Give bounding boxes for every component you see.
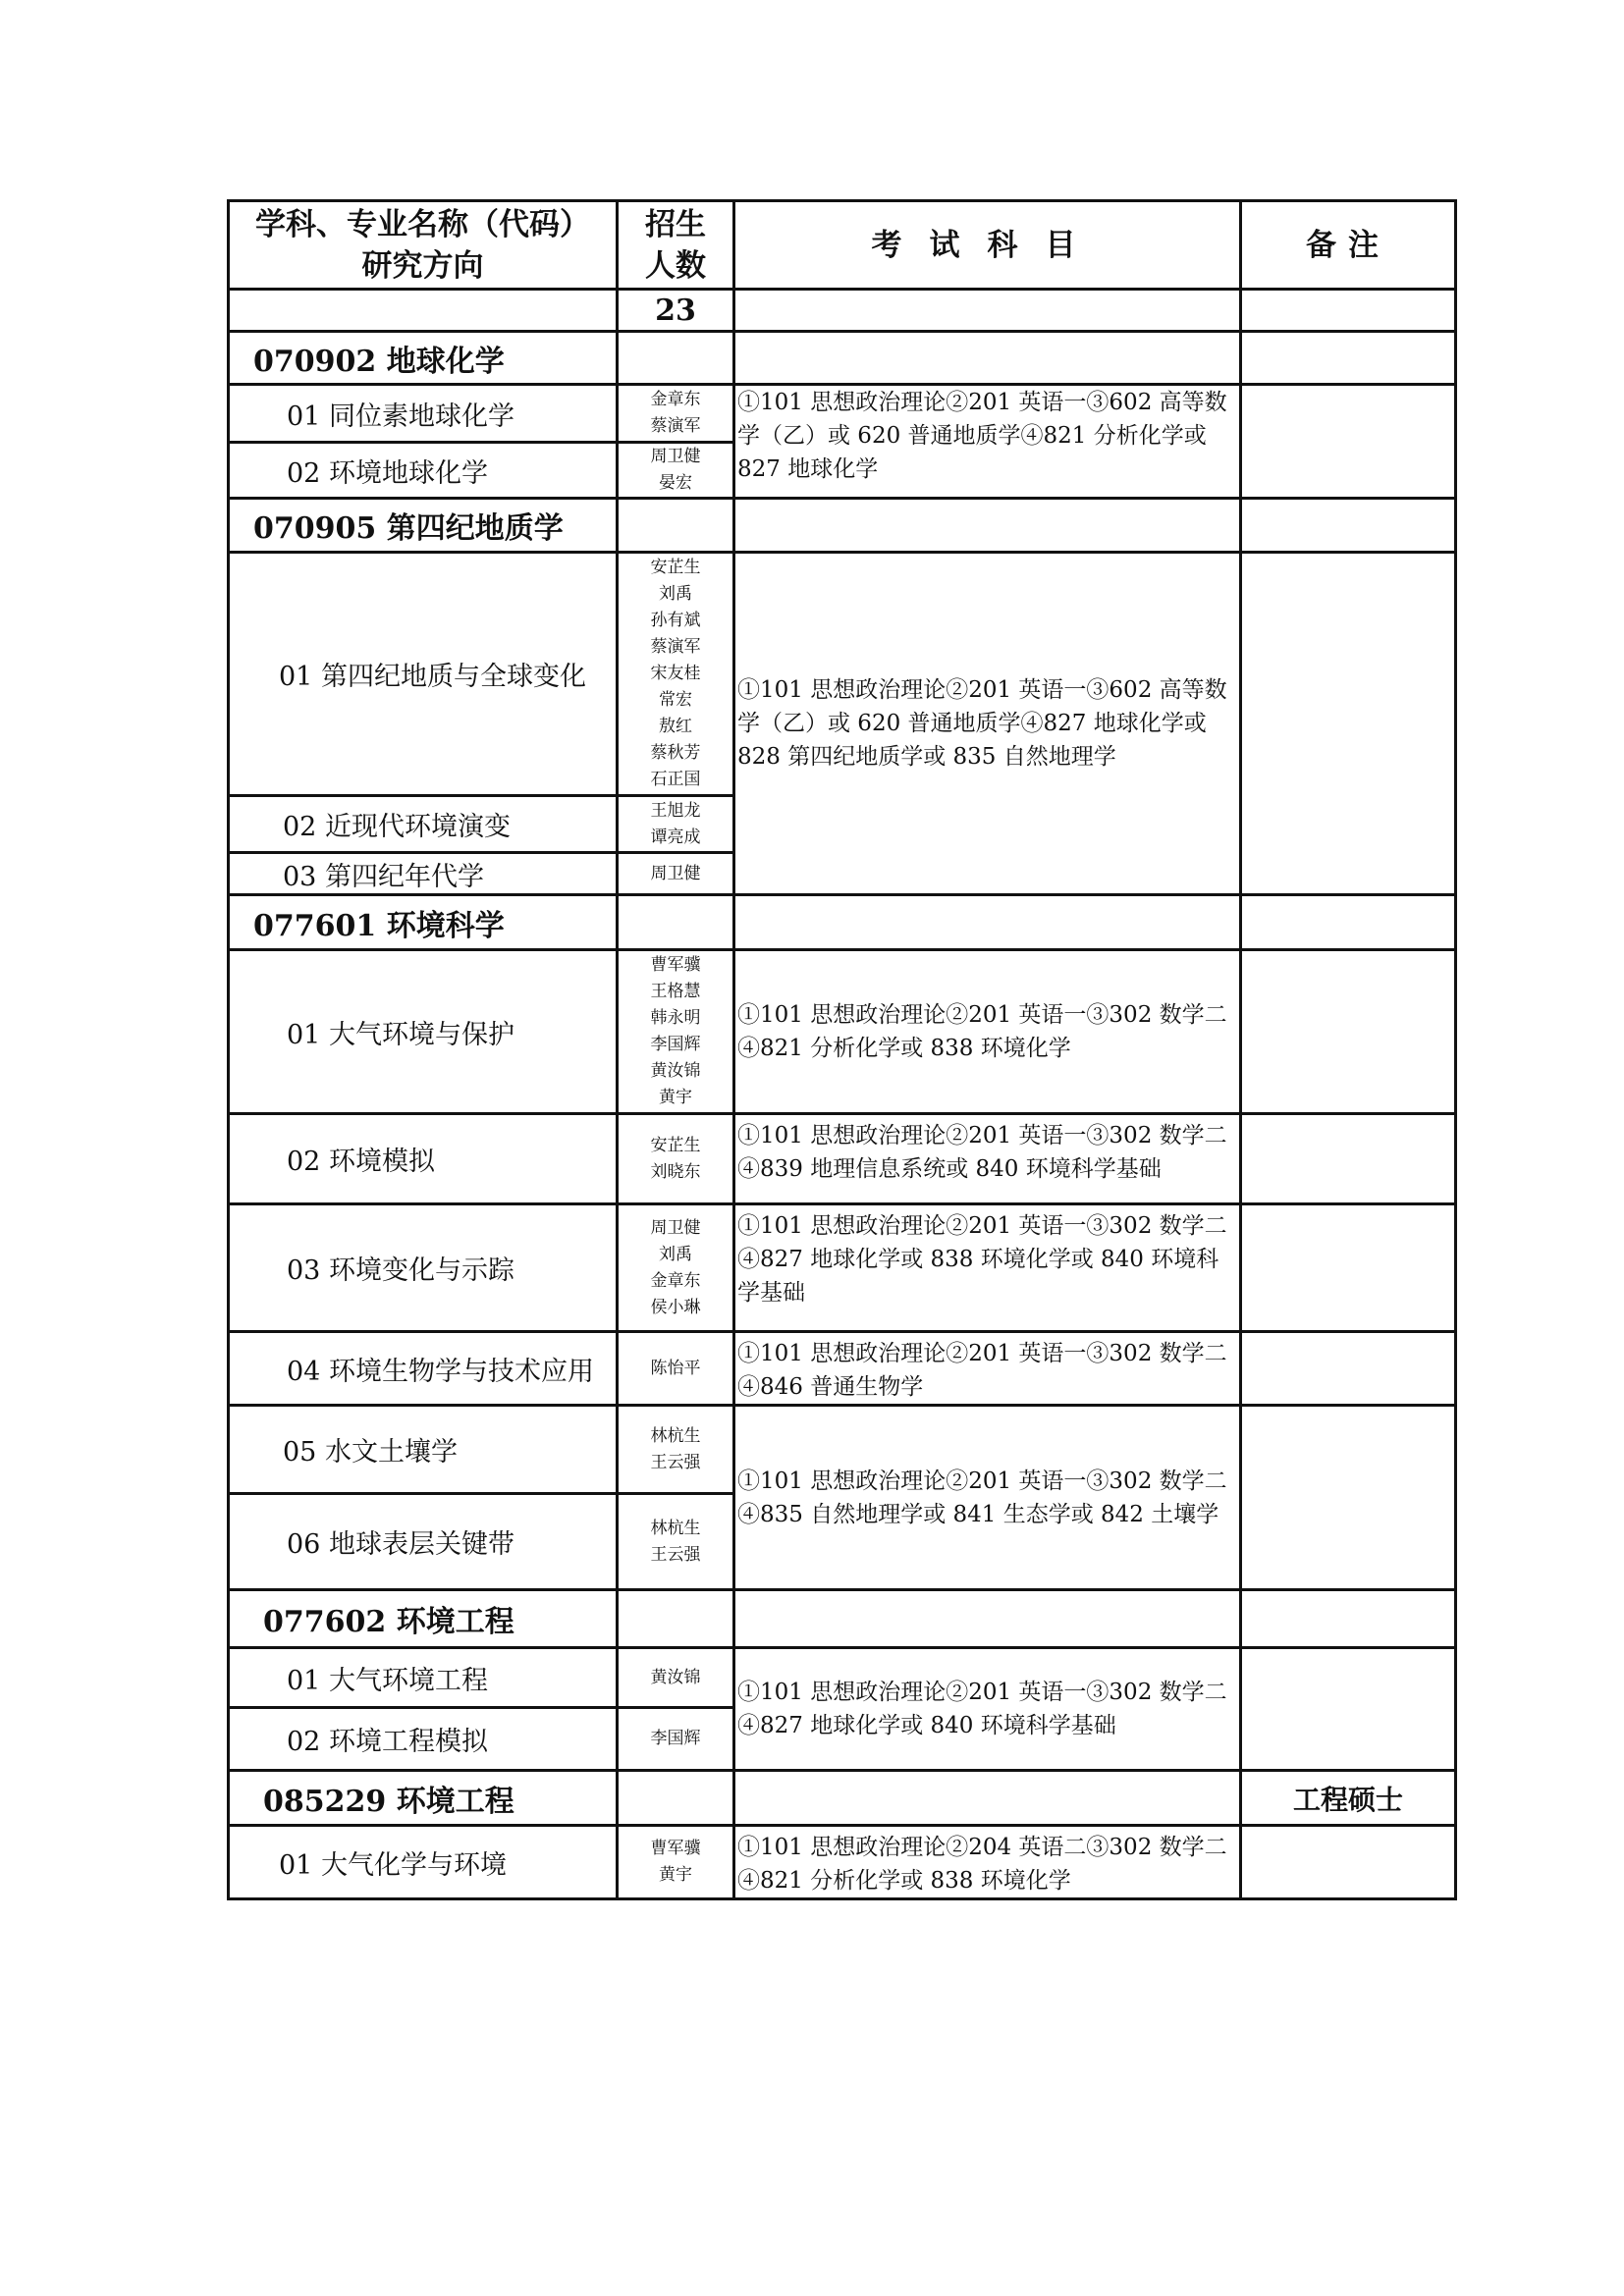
exam-subjects: ①101 思想政治理论②201 英语一③302 数学二④821 分析化学或 838 环境化学	[734, 950, 1241, 1114]
major-note	[1241, 332, 1456, 385]
direction-label: 01 同位素地球化学	[229, 385, 618, 443]
tutor-name: 蔡演军	[650, 637, 701, 657]
direction-label: 03 环境变化与示踪	[229, 1204, 618, 1332]
tutor-list	[618, 1204, 734, 1332]
direction-row	[229, 1648, 1456, 1708]
major-title: 070902 地球化学	[229, 332, 618, 385]
tutor-name: 黄宇	[659, 1865, 692, 1885]
total-row	[229, 290, 1456, 332]
tutor-name: 王格慧	[650, 982, 701, 1001]
direction-row	[229, 1826, 1456, 1899]
exam-subjects: ①101 思想政治理论②204 英语二③302 数学二④821 分析化学或 838 环境化学	[734, 1826, 1241, 1899]
tutor-name: 刘禹	[659, 584, 692, 604]
tutor-name: 安芷生	[650, 1135, 701, 1155]
direction-row	[229, 1204, 1456, 1332]
total-quota: 23	[618, 290, 734, 332]
tutor-name: 韩永明	[650, 1008, 701, 1028]
direction-label: 01 大气环境与保护	[229, 950, 618, 1114]
tutor-name: 刘晓东	[650, 1161, 701, 1182]
tutor-name: 刘禹	[659, 1244, 692, 1264]
direction-label: 06 地球表层关键带	[229, 1494, 618, 1590]
exam-subjects: ①101 思想政治理论②201 英语一③302 数学二④835 自然地理学或 841 生态学或 842 土壤学	[734, 1406, 1241, 1590]
tutor-list	[618, 553, 734, 796]
tutor-name: 李国辉	[650, 1035, 701, 1054]
exam-subjects: ①101 思想政治理论②201 英语一③302 数学二④846 普通生物学	[734, 1332, 1241, 1406]
major-title: 070905 第四纪地质学	[229, 499, 618, 553]
exam-subjects: ①101 思想政治理论②201 英语一③302 数学二④827 地球化学或 838 环境化学或 840 环境科学基础	[734, 1204, 1241, 1332]
tutor-list	[618, 796, 734, 853]
tutor-list	[618, 1708, 734, 1771]
tutor-name: 林杭生	[650, 1518, 701, 1538]
tutor-name: 黄汝锦	[650, 1667, 701, 1687]
tutor-list	[618, 1494, 734, 1590]
direction-row	[229, 950, 1456, 1114]
tutor-list	[618, 950, 734, 1114]
direction-label: 05 水文土壤学	[229, 1406, 618, 1494]
header-remarks: 备注	[1241, 201, 1456, 290]
tutor-name: 曹军骥	[650, 955, 701, 975]
tutor-name: 黄宇	[659, 1088, 692, 1107]
tutor-name: 曹军骥	[650, 1839, 701, 1858]
major-title: 077602 环境工程	[229, 1590, 618, 1648]
tutor-list	[618, 1114, 734, 1204]
major-title: 085229 环境工程	[229, 1771, 618, 1826]
direction-label: 02 近现代环境演变	[229, 796, 618, 853]
major-row	[229, 499, 1456, 553]
direction-row	[229, 1406, 1456, 1494]
direction-row	[229, 1114, 1456, 1204]
tutor-name: 黄汝锦	[650, 1061, 701, 1081]
direction-label: 01 第四纪地质与全球变化	[229, 553, 618, 796]
tutor-name: 蔡秋芳	[650, 743, 701, 763]
tutor-name: 宋友桂	[650, 664, 701, 683]
header-exam-subjects: 考试科目	[734, 201, 1241, 290]
exam-subjects: ①101 思想政治理论②201 英语一③602 高等数学（乙）或 620 普通地质学④827 地球化学或 828 第四纪地质学或 835 自然地理学	[734, 553, 1241, 895]
tutor-name: 周卫健	[650, 863, 701, 883]
tutor-name: 石正国	[650, 770, 701, 789]
header-row	[229, 201, 1456, 290]
major-note	[1241, 1590, 1456, 1648]
direction-row	[229, 1332, 1456, 1406]
header-subject	[229, 201, 618, 290]
tutor-name: 安芷生	[650, 558, 701, 577]
tutor-list	[618, 1826, 734, 1899]
tutor-name: 金章东	[650, 1270, 701, 1291]
header-subject-line2: 研究方向	[361, 247, 484, 284]
tutor-name: 王旭龙	[650, 800, 701, 821]
direction-label: 02 环境地球化学	[229, 443, 618, 499]
tutor-list	[618, 853, 734, 895]
header-quota	[618, 201, 734, 290]
major-note	[1241, 895, 1456, 950]
major-note: 工程硕士	[1241, 1771, 1456, 1826]
tutor-name: 李国辉	[650, 1729, 701, 1748]
tutor-name: 晏宏	[659, 473, 692, 493]
header-subject-line1: 学科、专业名称（代码）	[255, 206, 590, 242]
tutor-name: 林杭生	[650, 1425, 701, 1446]
tutor-name: 蔡演军	[650, 416, 701, 436]
tutor-list	[618, 1332, 734, 1406]
tutor-name: 侯小琳	[650, 1297, 701, 1317]
header-quota-line2: 人数	[645, 247, 706, 284]
direction-row	[229, 553, 1456, 796]
tutor-list	[618, 443, 734, 499]
major-row	[229, 332, 1456, 385]
tutor-name: 孙有斌	[650, 611, 701, 630]
enrollment-table	[227, 199, 1457, 1900]
direction-label: 01 大气环境工程	[229, 1648, 618, 1708]
direction-label: 02 环境模拟	[229, 1114, 618, 1204]
tutor-name: 谭亮成	[650, 827, 701, 847]
header-quota-line1: 招生	[645, 206, 706, 242]
tutor-name: 敖红	[659, 717, 692, 736]
tutor-name: 王云强	[650, 1452, 701, 1472]
exam-subjects: ①101 思想政治理论②201 英语一③302 数学二④827 地球化学或 840 环境科学基础	[734, 1648, 1241, 1771]
tutor-name: 王云强	[650, 1544, 701, 1565]
tutor-list	[618, 1648, 734, 1708]
exam-subjects: ①101 思想政治理论②201 英语一③602 高等数学（乙）或 620 普通地质学④821 分析化学或 827 地球化学	[734, 385, 1241, 499]
tutor-list	[618, 1406, 734, 1494]
direction-row	[229, 385, 1456, 443]
direction-label: 03 第四纪年代学	[229, 853, 618, 895]
major-title: 077601 环境科学	[229, 895, 618, 950]
major-row	[229, 895, 1456, 950]
direction-label: 04 环境生物学与技术应用	[229, 1332, 618, 1406]
major-row	[229, 1590, 1456, 1648]
tutor-name: 常宏	[659, 690, 692, 710]
tutor-list	[618, 385, 734, 443]
tutor-name: 周卫健	[650, 1217, 701, 1238]
tutor-name: 周卫健	[650, 447, 701, 466]
tutor-name: 陈怡平	[650, 1358, 701, 1378]
direction-label: 02 环境工程模拟	[229, 1708, 618, 1771]
major-note	[1241, 499, 1456, 553]
direction-label: 01 大气化学与环境	[229, 1826, 618, 1899]
tutor-name: 金章东	[650, 390, 701, 409]
exam-subjects: ①101 思想政治理论②201 英语一③302 数学二④839 地理信息系统或 840 环境科学基础	[734, 1114, 1241, 1204]
major-row	[229, 1771, 1456, 1826]
